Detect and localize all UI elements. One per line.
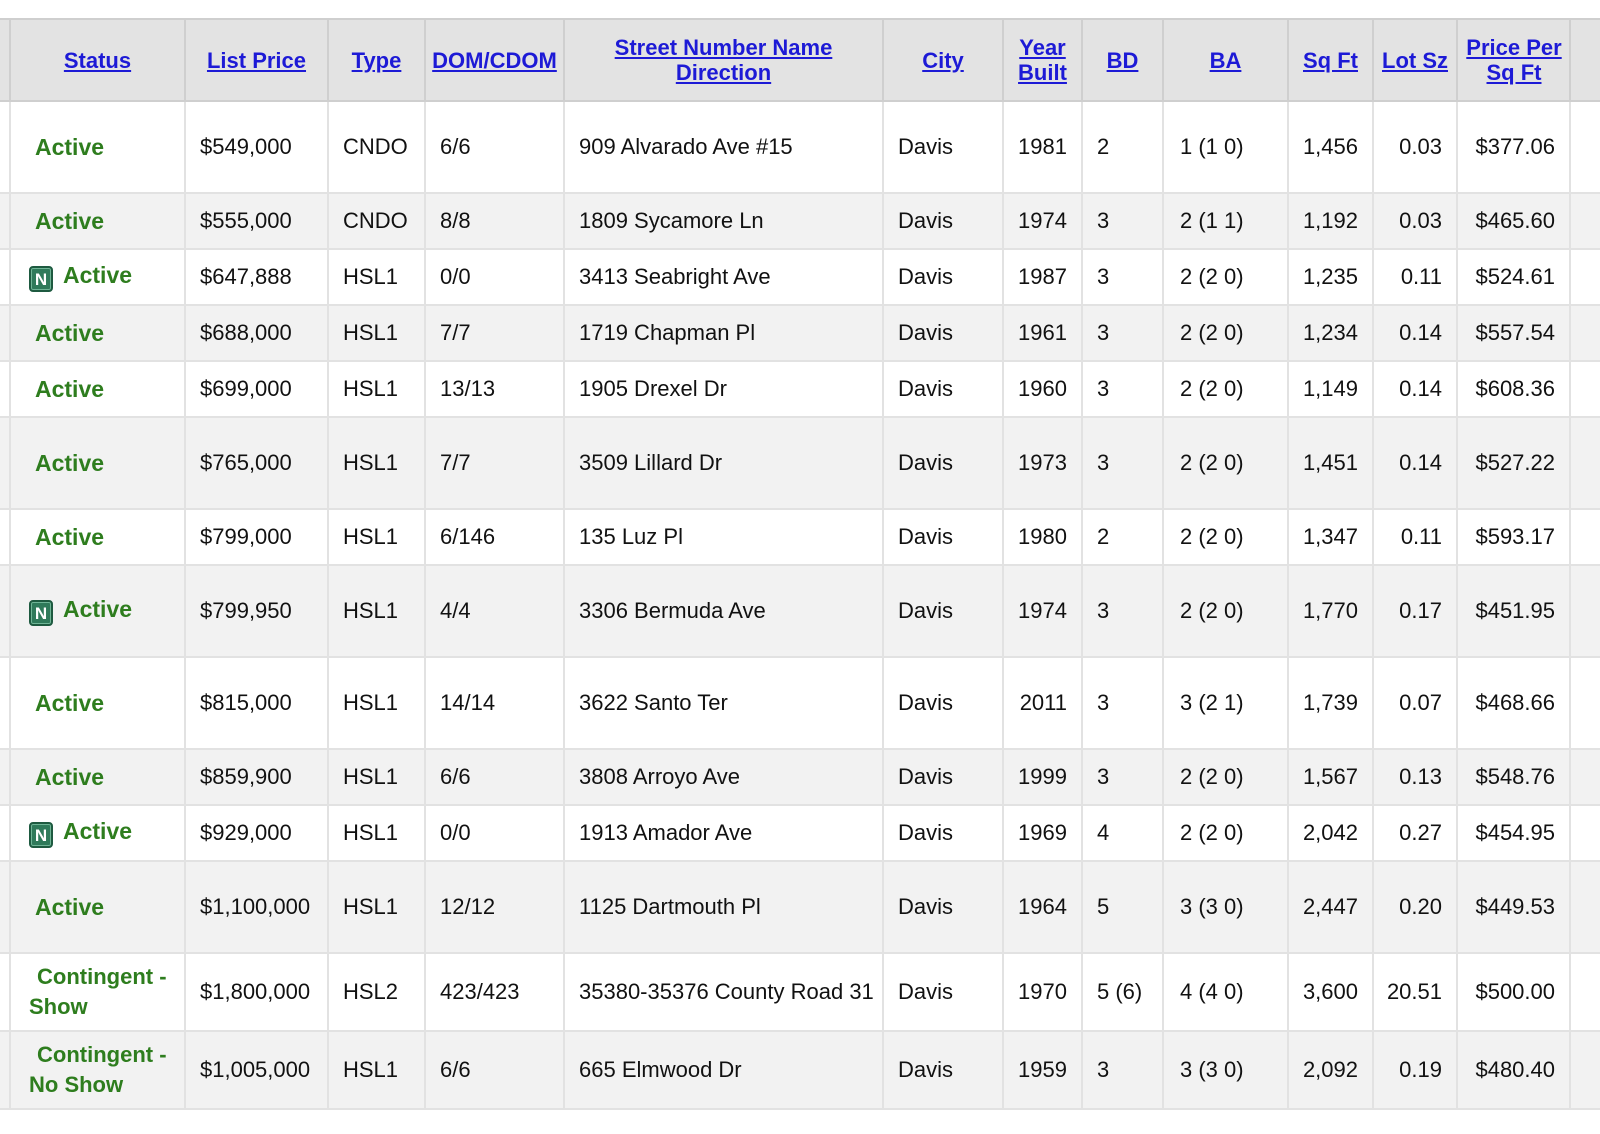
sq-ft-cell: 1,567 bbox=[1288, 749, 1373, 805]
ba-cell: 2 (2 0) bbox=[1163, 509, 1288, 565]
year-built-cell: 1970 bbox=[1003, 953, 1082, 1031]
ba-cell: 1 (1 0) bbox=[1163, 101, 1288, 193]
type-cell: CNDO bbox=[328, 193, 425, 249]
list-price-cell: $799,950 bbox=[185, 565, 328, 657]
table-row[interactable] bbox=[0, 657, 1600, 749]
type-cell: HSL1 bbox=[328, 249, 425, 305]
dom-cdom-cell: 7/7 bbox=[425, 305, 564, 361]
bd-cell: 2 bbox=[1082, 101, 1163, 193]
city-cell: Davis bbox=[883, 361, 1003, 417]
sort-status-link[interactable]: Status bbox=[63, 47, 132, 73]
dom-cdom-cell: 7/7 bbox=[425, 417, 564, 509]
table-row[interactable] bbox=[0, 417, 1600, 509]
sort-lot-sz-link[interactable]: Lot Sz bbox=[1382, 47, 1448, 73]
sq-ft-cell: 1,234 bbox=[1288, 305, 1373, 361]
year-built-cell: 1961 bbox=[1003, 305, 1082, 361]
city-cell: Davis bbox=[883, 249, 1003, 305]
row-spacer bbox=[0, 657, 10, 749]
bd-cell: 3 bbox=[1082, 565, 1163, 657]
status-cell bbox=[10, 193, 185, 249]
dom-cdom-cell: 12/12 bbox=[425, 861, 564, 953]
status-text: Contingent - No Show bbox=[29, 1042, 167, 1097]
header-street bbox=[564, 19, 883, 101]
dom-cdom-cell: 6/6 bbox=[425, 1031, 564, 1109]
row-spacer bbox=[0, 417, 10, 509]
lot-sz-cell: 0.03 bbox=[1373, 101, 1457, 193]
address-cell: 135 Luz Pl bbox=[564, 509, 883, 565]
table-body bbox=[0, 101, 1600, 1109]
status-cell bbox=[10, 805, 185, 861]
sort-price-per-sq-ft-link[interactable]: Price Per Sq Ft bbox=[1466, 35, 1562, 85]
address-cell: 1719 Chapman Pl bbox=[564, 305, 883, 361]
ba-cell: 4 (4 0) bbox=[1163, 953, 1288, 1031]
status-cell bbox=[10, 101, 185, 193]
bd-cell: 2 bbox=[1082, 509, 1163, 565]
ba-cell: 3 (2 1) bbox=[1163, 657, 1288, 749]
city-cell: Davis bbox=[883, 565, 1003, 657]
sort-type-link[interactable]: Type bbox=[351, 47, 402, 73]
header-ba bbox=[1163, 19, 1288, 101]
ba-cell: 2 (2 0) bbox=[1163, 565, 1288, 657]
city-cell: Davis bbox=[883, 657, 1003, 749]
header-lot-sz bbox=[1373, 19, 1457, 101]
status-text: Active bbox=[63, 818, 133, 844]
city-cell: Davis bbox=[883, 417, 1003, 509]
sort-bd-link[interactable]: BD bbox=[1106, 47, 1139, 73]
type-cell: HSL1 bbox=[328, 417, 425, 509]
price-per-sq-ft-cell: $557.54 bbox=[1457, 305, 1570, 361]
dom-cdom-cell: 6/146 bbox=[425, 509, 564, 565]
address-cell: 3622 Santo Ter bbox=[564, 657, 883, 749]
status-cell bbox=[10, 565, 185, 657]
overflow-cell bbox=[1570, 417, 1600, 509]
dom-cdom-cell: 0/0 bbox=[425, 249, 564, 305]
type-cell: HSL1 bbox=[328, 361, 425, 417]
status-cell bbox=[10, 361, 185, 417]
price-per-sq-ft-cell: $524.61 bbox=[1457, 249, 1570, 305]
dom-cdom-cell: 14/14 bbox=[425, 657, 564, 749]
overflow-cell bbox=[1570, 305, 1600, 361]
sq-ft-cell: 3,600 bbox=[1288, 953, 1373, 1031]
table-row[interactable] bbox=[0, 305, 1600, 361]
city-cell: Davis bbox=[883, 805, 1003, 861]
row-spacer bbox=[0, 101, 10, 193]
status-text: Active bbox=[35, 449, 105, 476]
dom-cdom-cell: 4/4 bbox=[425, 565, 564, 657]
ba-cell: 2 (2 0) bbox=[1163, 749, 1288, 805]
sort-year-built-link[interactable]: Year Built bbox=[1018, 35, 1067, 85]
table-row[interactable] bbox=[0, 861, 1600, 953]
status-text: Active bbox=[35, 893, 105, 920]
sq-ft-cell: 1,235 bbox=[1288, 249, 1373, 305]
header-city bbox=[883, 19, 1003, 101]
status-text: Active bbox=[35, 523, 105, 550]
row-spacer bbox=[0, 305, 10, 361]
table-row[interactable] bbox=[0, 565, 1600, 657]
bd-cell: 5 bbox=[1082, 861, 1163, 953]
ba-cell: 3 (3 0) bbox=[1163, 1031, 1288, 1109]
row-spacer bbox=[0, 565, 10, 657]
list-price-cell: $647,888 bbox=[185, 249, 328, 305]
address-cell: 1913 Amador Ave bbox=[564, 805, 883, 861]
sq-ft-cell: 1,739 bbox=[1288, 657, 1373, 749]
bd-cell: 3 bbox=[1082, 249, 1163, 305]
bd-cell: 4 bbox=[1082, 805, 1163, 861]
sq-ft-cell: 2,042 bbox=[1288, 805, 1373, 861]
overflow-cell bbox=[1570, 249, 1600, 305]
type-cell: HSL1 bbox=[328, 305, 425, 361]
price-per-sq-ft-cell: $593.17 bbox=[1457, 509, 1570, 565]
type-cell: HSL2 bbox=[328, 953, 425, 1031]
overflow-cell bbox=[1570, 101, 1600, 193]
lot-sz-cell: 0.14 bbox=[1373, 417, 1457, 509]
listing-results-table bbox=[0, 18, 1600, 1110]
list-price-cell: $859,900 bbox=[185, 749, 328, 805]
table-row[interactable] bbox=[0, 509, 1600, 565]
sort-city-link[interactable]: City bbox=[922, 47, 964, 73]
price-per-sq-ft-cell: $465.60 bbox=[1457, 193, 1570, 249]
price-per-sq-ft-cell: $527.22 bbox=[1457, 417, 1570, 509]
new-listing-icon: N bbox=[29, 600, 53, 626]
list-price-cell: $1,800,000 bbox=[185, 953, 328, 1031]
type-cell: HSL1 bbox=[328, 509, 425, 565]
price-per-sq-ft-cell: $377.06 bbox=[1457, 101, 1570, 193]
row-spacer bbox=[0, 749, 10, 805]
header-price-per-sq-ft bbox=[1457, 19, 1570, 101]
table-row[interactable] bbox=[0, 193, 1600, 249]
header-bd bbox=[1082, 19, 1163, 101]
year-built-cell: 1969 bbox=[1003, 805, 1082, 861]
overflow-cell bbox=[1570, 193, 1600, 249]
price-per-sq-ft-cell: $500.00 bbox=[1457, 953, 1570, 1031]
list-price-cell: $1,005,000 bbox=[185, 1031, 328, 1109]
address-cell: 1125 Dartmouth Pl bbox=[564, 861, 883, 953]
dom-cdom-cell: 423/423 bbox=[425, 953, 564, 1031]
lot-sz-cell: 0.14 bbox=[1373, 305, 1457, 361]
bd-cell: 3 bbox=[1082, 361, 1163, 417]
status-cell bbox=[10, 509, 185, 565]
status-cell bbox=[10, 417, 185, 509]
bd-cell: 3 bbox=[1082, 417, 1163, 509]
header-sq-ft bbox=[1288, 19, 1373, 101]
sq-ft-cell: 2,447 bbox=[1288, 861, 1373, 953]
status-cell bbox=[10, 861, 185, 953]
overflow-cell bbox=[1570, 565, 1600, 657]
dom-cdom-cell: 6/6 bbox=[425, 749, 564, 805]
table-row[interactable] bbox=[0, 249, 1600, 305]
ba-cell: 2 (2 0) bbox=[1163, 805, 1288, 861]
city-cell: Davis bbox=[883, 861, 1003, 953]
table-row[interactable] bbox=[0, 101, 1600, 193]
list-price-cell: $815,000 bbox=[185, 657, 328, 749]
sq-ft-cell: 1,149 bbox=[1288, 361, 1373, 417]
status-cell bbox=[10, 749, 185, 805]
city-cell: Davis bbox=[883, 749, 1003, 805]
type-cell: HSL1 bbox=[328, 749, 425, 805]
row-spacer bbox=[0, 805, 10, 861]
dom-cdom-cell: 0/0 bbox=[425, 805, 564, 861]
price-per-sq-ft-cell: $608.36 bbox=[1457, 361, 1570, 417]
sq-ft-cell: 1,192 bbox=[1288, 193, 1373, 249]
sq-ft-cell: 1,770 bbox=[1288, 565, 1373, 657]
address-cell: 3306 Bermuda Ave bbox=[564, 565, 883, 657]
list-price-cell: $1,100,000 bbox=[185, 861, 328, 953]
bd-cell: 5 (6) bbox=[1082, 953, 1163, 1031]
table-header-row bbox=[0, 19, 1600, 101]
year-built-cell: 1960 bbox=[1003, 361, 1082, 417]
type-cell: HSL1 bbox=[328, 861, 425, 953]
price-per-sq-ft-cell: $548.76 bbox=[1457, 749, 1570, 805]
bd-cell: 3 bbox=[1082, 193, 1163, 249]
ba-cell: 2 (2 0) bbox=[1163, 361, 1288, 417]
year-built-cell: 1999 bbox=[1003, 749, 1082, 805]
status-cell bbox=[10, 657, 185, 749]
bd-cell: 3 bbox=[1082, 305, 1163, 361]
year-built-cell: 1974 bbox=[1003, 193, 1082, 249]
new-listing-icon: N bbox=[29, 266, 53, 292]
row-spacer bbox=[0, 861, 10, 953]
overflow-cell bbox=[1570, 861, 1600, 953]
overflow-cell bbox=[1570, 953, 1600, 1031]
city-cell: Davis bbox=[883, 1031, 1003, 1109]
row-spacer bbox=[0, 953, 10, 1031]
address-cell: 1905 Drexel Dr bbox=[564, 361, 883, 417]
status-text: Active bbox=[35, 319, 105, 346]
ba-cell: 2 (2 0) bbox=[1163, 249, 1288, 305]
header-year-built bbox=[1003, 19, 1082, 101]
header-list-price bbox=[185, 19, 328, 101]
new-listing-icon: N bbox=[29, 822, 53, 848]
dom-cdom-cell: 8/8 bbox=[425, 193, 564, 249]
overflow-cell bbox=[1570, 361, 1600, 417]
overflow-cell bbox=[1570, 749, 1600, 805]
header-dom-cdom bbox=[425, 19, 564, 101]
row-spacer bbox=[0, 249, 10, 305]
table-row[interactable] bbox=[0, 805, 1600, 861]
sq-ft-cell: 2,092 bbox=[1288, 1031, 1373, 1109]
type-cell: CNDO bbox=[328, 101, 425, 193]
lot-sz-cell: 0.17 bbox=[1373, 565, 1457, 657]
lot-sz-cell: 0.27 bbox=[1373, 805, 1457, 861]
ba-cell: 2 (2 0) bbox=[1163, 305, 1288, 361]
address-cell: 3413 Seabright Ave bbox=[564, 249, 883, 305]
sort-dom-cdom-link[interactable]: DOM/CDOM bbox=[432, 47, 557, 73]
overflow-cell bbox=[1570, 805, 1600, 861]
address-cell: 1809 Sycamore Ln bbox=[564, 193, 883, 249]
row-spacer bbox=[0, 361, 10, 417]
bd-cell: 3 bbox=[1082, 1031, 1163, 1109]
overflow-cell bbox=[1570, 1031, 1600, 1109]
year-built-cell: 1987 bbox=[1003, 249, 1082, 305]
overflow-cell bbox=[1570, 657, 1600, 749]
ba-cell: 3 (3 0) bbox=[1163, 861, 1288, 953]
list-price-cell: $555,000 bbox=[185, 193, 328, 249]
list-price-cell: $549,000 bbox=[185, 101, 328, 193]
overflow-cell bbox=[1570, 509, 1600, 565]
price-per-sq-ft-cell: $449.53 bbox=[1457, 861, 1570, 953]
list-price-cell: $765,000 bbox=[185, 417, 328, 509]
price-per-sq-ft-cell: $480.40 bbox=[1457, 1031, 1570, 1109]
status-text: Active bbox=[63, 262, 133, 288]
year-built-cell: 1980 bbox=[1003, 509, 1082, 565]
status-cell bbox=[10, 305, 185, 361]
address-cell: 909 Alvarado Ave #15 bbox=[564, 101, 883, 193]
address-cell: 665 Elmwood Dr bbox=[564, 1031, 883, 1109]
ba-cell: 2 (2 0) bbox=[1163, 417, 1288, 509]
city-cell: Davis bbox=[883, 101, 1003, 193]
lot-sz-cell: 0.11 bbox=[1373, 509, 1457, 565]
sort-street-link[interactable]: Street Number Name Direction bbox=[614, 35, 833, 85]
bd-cell: 3 bbox=[1082, 749, 1163, 805]
city-cell: Davis bbox=[883, 193, 1003, 249]
table-row[interactable] bbox=[0, 361, 1600, 417]
status-text: Active bbox=[35, 375, 105, 402]
lot-sz-cell: 0.11 bbox=[1373, 249, 1457, 305]
year-built-cell: 1964 bbox=[1003, 861, 1082, 953]
sq-ft-cell: 1,347 bbox=[1288, 509, 1373, 565]
lot-sz-cell: 0.07 bbox=[1373, 657, 1457, 749]
type-cell: HSL1 bbox=[328, 565, 425, 657]
status-text: Contingent - Show bbox=[29, 964, 167, 1019]
price-per-sq-ft-cell: $468.66 bbox=[1457, 657, 1570, 749]
bd-cell: 3 bbox=[1082, 657, 1163, 749]
year-built-cell: 1974 bbox=[1003, 565, 1082, 657]
sort-sq-ft-link[interactable]: Sq Ft bbox=[1303, 47, 1358, 73]
city-cell: Davis bbox=[883, 509, 1003, 565]
dom-cdom-cell: 13/13 bbox=[425, 361, 564, 417]
type-cell: HSL1 bbox=[328, 805, 425, 861]
status-cell bbox=[10, 249, 185, 305]
status-text: Active bbox=[35, 763, 105, 790]
table-row[interactable] bbox=[0, 953, 1600, 1031]
address-cell: 3808 Arroyo Ave bbox=[564, 749, 883, 805]
lot-sz-cell: 0.19 bbox=[1373, 1031, 1457, 1109]
list-price-cell: $799,000 bbox=[185, 509, 328, 565]
city-cell: Davis bbox=[883, 305, 1003, 361]
table-row[interactable] bbox=[0, 1031, 1600, 1109]
list-price-cell: $688,000 bbox=[185, 305, 328, 361]
table-row[interactable] bbox=[0, 749, 1600, 805]
row-spacer bbox=[0, 1031, 10, 1109]
price-per-sq-ft-cell: $451.95 bbox=[1457, 565, 1570, 657]
year-built-cell: 2011 bbox=[1003, 657, 1082, 749]
year-built-cell: 1959 bbox=[1003, 1031, 1082, 1109]
lot-sz-cell: 0.13 bbox=[1373, 749, 1457, 805]
price-per-sq-ft-cell: $454.95 bbox=[1457, 805, 1570, 861]
sq-ft-cell: 1,456 bbox=[1288, 101, 1373, 193]
sq-ft-cell: 1,451 bbox=[1288, 417, 1373, 509]
listing-results-table-container bbox=[0, 18, 1600, 1110]
ba-cell: 2 (1 1) bbox=[1163, 193, 1288, 249]
header-type bbox=[328, 19, 425, 101]
list-price-cell: $699,000 bbox=[185, 361, 328, 417]
status-text: Active bbox=[63, 596, 133, 622]
city-cell: Davis bbox=[883, 953, 1003, 1031]
lot-sz-cell: 20.51 bbox=[1373, 953, 1457, 1031]
sort-list-price-link[interactable]: List Price bbox=[206, 47, 307, 73]
year-built-cell: 1973 bbox=[1003, 417, 1082, 509]
year-built-cell: 1981 bbox=[1003, 101, 1082, 193]
lot-sz-cell: 0.20 bbox=[1373, 861, 1457, 953]
lot-sz-cell: 0.03 bbox=[1373, 193, 1457, 249]
status-text: Active bbox=[35, 133, 105, 160]
header-status bbox=[10, 19, 185, 101]
status-text: Active bbox=[35, 207, 105, 234]
header-overflow bbox=[1570, 19, 1600, 101]
sort-ba-link[interactable]: BA bbox=[1209, 47, 1242, 73]
row-spacer bbox=[0, 509, 10, 565]
type-cell: HSL1 bbox=[328, 657, 425, 749]
lot-sz-cell: 0.14 bbox=[1373, 361, 1457, 417]
dom-cdom-cell: 6/6 bbox=[425, 101, 564, 193]
type-cell: HSL1 bbox=[328, 1031, 425, 1109]
address-cell: 35380-35376 County Road 31 bbox=[564, 953, 883, 1031]
address-cell: 3509 Lillard Dr bbox=[564, 417, 883, 509]
row-spacer bbox=[0, 193, 10, 249]
status-text: Active bbox=[35, 689, 105, 716]
header-spacer bbox=[0, 19, 10, 101]
list-price-cell: $929,000 bbox=[185, 805, 328, 861]
